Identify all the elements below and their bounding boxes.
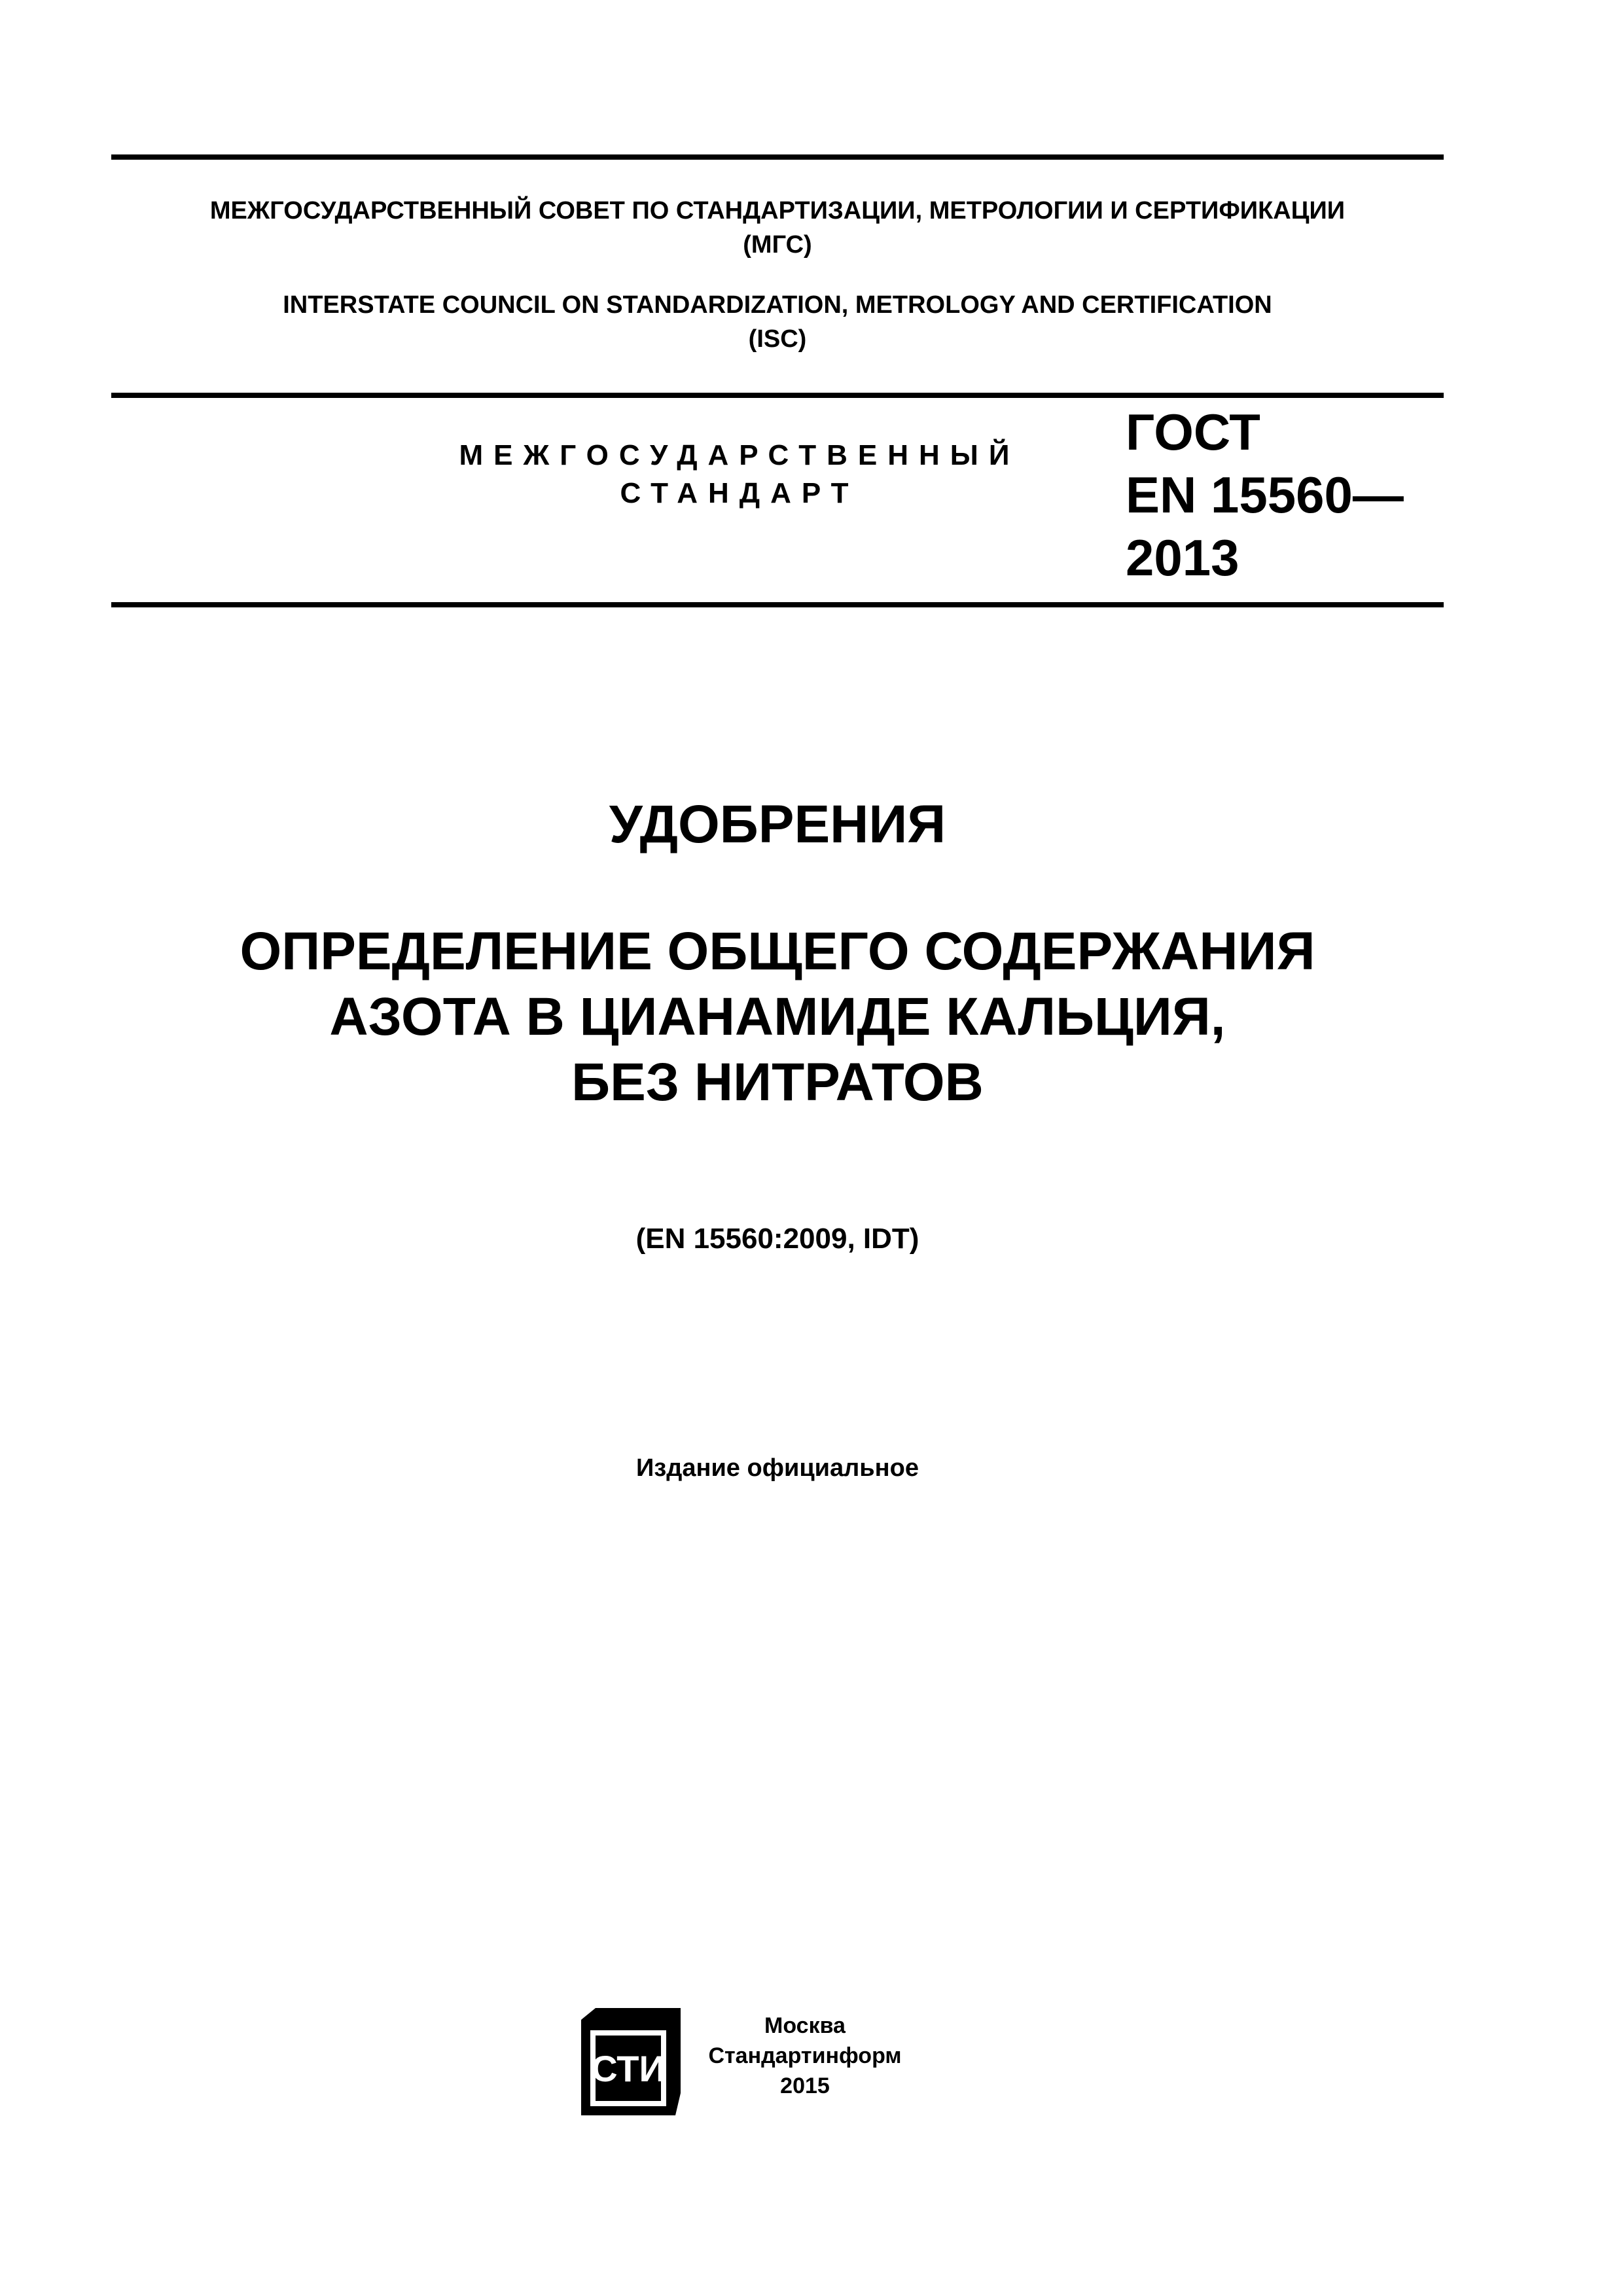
logo-mark-text: СТИ (591, 2048, 666, 2089)
standard-reference: (EN 15560:2009, IDT) (635, 1223, 919, 1255)
middle-rule (111, 393, 1444, 398)
council-ru: МЕЖГОСУДАРСТВЕННЫЙ СОВЕТ ПО СТАНДАРТИЗАЦИИ, МЕТРОЛОГИИ И СЕРТИФИКАЦИИ (209, 197, 1346, 224)
council-ru-abbr: (МГС) (743, 231, 812, 259)
gost-designation-line1: ГОСТ (1126, 403, 1260, 461)
document-category: УДОБРЕНИЯ (609, 795, 946, 854)
edition-label: Издание официальное (636, 1454, 919, 1482)
standartinform-logo (576, 2008, 681, 2118)
gost-designation-line2: EN 15560— (1126, 466, 1404, 524)
council-en-abbr: (ISC) (748, 325, 807, 353)
standard-label-line1: МЕЖГОСУДАРСТВЕННЫЙ (459, 439, 1020, 471)
gost-designation-line3: 2013 (1126, 529, 1240, 586)
document-title-line1: ОПРЕДЕЛЕНИЕ ОБЩЕГО СОДЕРЖАНИЯ (240, 922, 1315, 981)
document-title-line2: АЗОТА В ЦИАНАМИДЕ КАЛЬЦИЯ, (329, 987, 1226, 1047)
publisher-city: Москва (764, 2013, 846, 2038)
publisher-block (707, 2011, 903, 2101)
council-en: INTERSTATE COUNCIL ON STANDARDIZATION, METROLOGY AND CERTIFICATION (283, 291, 1272, 319)
publisher-year: 2015 (780, 2073, 830, 2098)
top-rule (111, 154, 1444, 160)
publisher-name: Стандартинформ (708, 2043, 902, 2068)
document-title-line3: БЕЗ НИТРАТОВ (571, 1052, 984, 1112)
bottom-rule (111, 602, 1444, 607)
standard-label-line2: СТАНДАРТ (620, 477, 859, 509)
